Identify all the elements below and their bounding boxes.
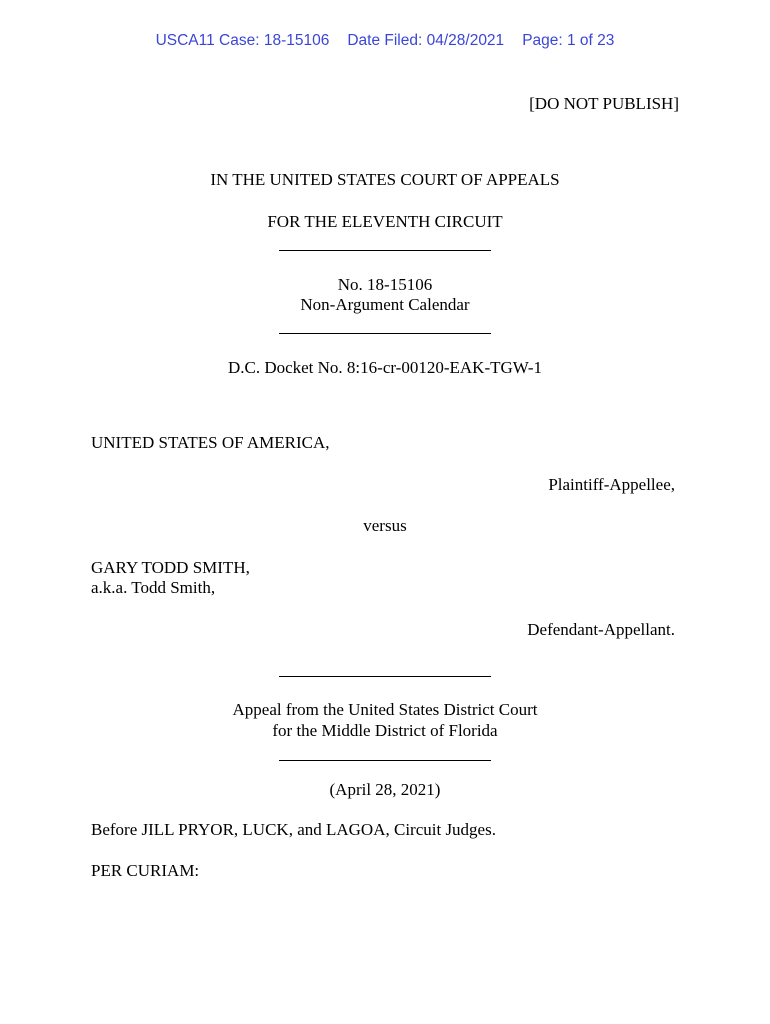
filing-stamp (0, 32, 770, 50)
plaintiff-role: Plaintiff-Appellee, (548, 475, 675, 494)
appeal-district: for the Middle District of Florida (272, 721, 498, 740)
per-curiam-heading: PER CURIAM: (91, 861, 200, 880)
docket-number: D.C. Docket No. 8:16-cr-00120-EAK-TGW-1 (227, 358, 543, 377)
versus-label: versus (363, 516, 407, 535)
court-name: IN THE UNITED STATES COURT OF APPEALS (210, 170, 560, 189)
defendant-role: Defendant-Appellant. (527, 620, 675, 639)
defendant-aka: a.k.a. Todd Smith, (91, 578, 216, 597)
defendant-name: GARY TODD SMITH, (91, 558, 250, 577)
panel-judges: Before JILL PRYOR, LUCK, and LAGOA, Circuit Judges. (91, 820, 496, 839)
publish-note: [DO NOT PUBLISH] (529, 94, 679, 113)
divider-rule (279, 250, 491, 251)
divider-rule (279, 333, 491, 334)
case-number: No. 18-15106 (337, 275, 433, 294)
decision-date: (April 28, 2021) (329, 780, 441, 799)
plaintiff-name: UNITED STATES OF AMERICA, (91, 433, 330, 452)
circuit-name: FOR THE ELEVENTH CIRCUIT (267, 212, 503, 231)
page-stamp: Page: 1 of 23 (522, 32, 615, 49)
divider-rule (279, 760, 491, 761)
calendar-type: Non-Argument Calendar (300, 295, 470, 314)
date-filed-stamp: Date Filed: 04/28/2021 (347, 32, 505, 49)
appeal-source: Appeal from the United States District Court (232, 700, 538, 719)
case-stamp: USCA11 Case: 18-15106 (155, 32, 330, 49)
divider-rule (279, 676, 491, 677)
